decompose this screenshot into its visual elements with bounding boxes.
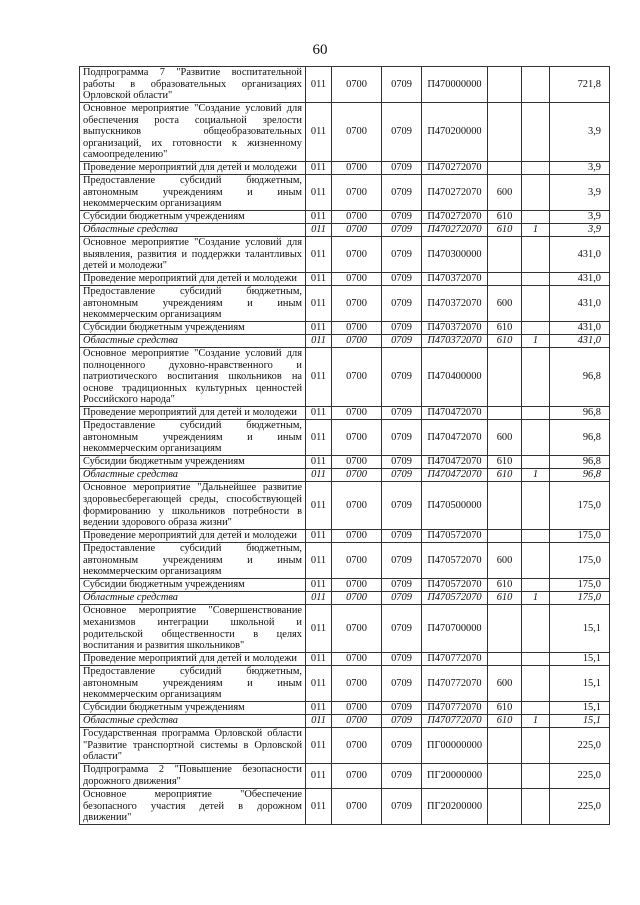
target-article-cell: П470372070 <box>422 335 488 348</box>
expense-type-cell: 600 <box>488 666 522 702</box>
subsection-code-cell: 0709 <box>382 237 422 273</box>
target-article-cell: П470472070 <box>422 407 488 420</box>
section-code-cell: 0700 <box>332 322 382 335</box>
amount-cell: 15,1 <box>550 715 610 728</box>
ministry-code-cell: 011 <box>306 175 332 211</box>
amount-cell: 96,8 <box>550 420 610 456</box>
target-article-cell: П470772070 <box>422 653 488 666</box>
target-article-cell: П470472070 <box>422 420 488 456</box>
target-article-cell: П470400000 <box>422 348 488 407</box>
section-code-cell: 0700 <box>332 482 382 530</box>
table-row <box>80 666 610 702</box>
ministry-code-cell: 011 <box>306 789 332 825</box>
ministry-code-cell: 011 <box>306 286 332 322</box>
ministry-code-cell: 011 <box>306 456 332 469</box>
funding-flag-cell <box>522 322 550 335</box>
ministry-code-cell: 011 <box>306 469 332 482</box>
funding-flag-cell <box>522 348 550 407</box>
target-article-cell: П470772070 <box>422 715 488 728</box>
row-name-cell: Предоставление субсидий бюджетным, автономным учреждениям и иным некоммерческим организациям <box>80 175 306 211</box>
ministry-code-cell: 011 <box>306 666 332 702</box>
target-article-cell: П470272070 <box>422 162 488 175</box>
amount-cell: 431,0 <box>550 273 610 286</box>
expense-type-cell <box>488 482 522 530</box>
ministry-code-cell: 011 <box>306 543 332 579</box>
subsection-code-cell: 0709 <box>382 605 422 653</box>
ministry-code-cell: 011 <box>306 728 332 764</box>
table-row <box>80 348 610 407</box>
subsection-code-cell: 0709 <box>382 592 422 605</box>
subsection-code-cell: 0709 <box>382 286 422 322</box>
amount-cell: 3,9 <box>550 162 610 175</box>
amount-cell: 225,0 <box>550 764 610 789</box>
expense-type-cell: 610 <box>488 456 522 469</box>
subsection-code-cell: 0709 <box>382 420 422 456</box>
target-article-cell: П470472070 <box>422 469 488 482</box>
amount-cell: 15,1 <box>550 653 610 666</box>
row-name-cell: Основное мероприятие "Создание условий для полноценного духовно-нравственного и патриотического воспитания школьников на основе традиционных культурных ценностей Российского народа" <box>80 348 306 407</box>
section-code-cell: 0700 <box>332 666 382 702</box>
ministry-code-cell: 011 <box>306 407 332 420</box>
table-row <box>80 237 610 273</box>
ministry-code-cell: 011 <box>306 273 332 286</box>
row-name-cell: Субсидии бюджетным учреждениям <box>80 456 306 469</box>
row-name-cell: Предоставление субсидий бюджетным, автономным учреждениям и иным некоммерческим организациям <box>80 286 306 322</box>
expense-type-cell <box>488 530 522 543</box>
amount-cell: 175,0 <box>550 530 610 543</box>
funding-flag-cell <box>522 543 550 579</box>
subsection-code-cell: 0709 <box>382 103 422 162</box>
section-code-cell: 0700 <box>332 789 382 825</box>
ministry-code-cell: 011 <box>306 224 332 237</box>
expense-type-cell: 610 <box>488 592 522 605</box>
subsection-code-cell: 0709 <box>382 456 422 469</box>
ministry-code-cell: 011 <box>306 579 332 592</box>
amount-cell: 3,9 <box>550 224 610 237</box>
row-name-cell: Проведение мероприятий для детей и молодежи <box>80 407 306 420</box>
target-article-cell: П470700000 <box>422 605 488 653</box>
section-code-cell: 0700 <box>332 237 382 273</box>
ministry-code-cell: 011 <box>306 348 332 407</box>
target-article-cell: П470472070 <box>422 456 488 469</box>
funding-flag-cell: 1 <box>522 224 550 237</box>
ministry-code-cell: 011 <box>306 653 332 666</box>
amount-cell: 175,0 <box>550 592 610 605</box>
row-name-cell: Проведение мероприятий для детей и молодежи <box>80 653 306 666</box>
table-row <box>80 162 610 175</box>
subsection-code-cell: 0709 <box>382 273 422 286</box>
expense-type-cell <box>488 605 522 653</box>
row-name-cell: Субсидии бюджетным учреждениям <box>80 211 306 224</box>
table-row <box>80 420 610 456</box>
subsection-code-cell: 0709 <box>382 579 422 592</box>
ministry-code-cell: 011 <box>306 322 332 335</box>
table-row <box>80 482 610 530</box>
funding-flag-cell <box>522 579 550 592</box>
funding-flag-cell <box>522 482 550 530</box>
table-row <box>80 67 610 103</box>
subsection-code-cell: 0709 <box>382 789 422 825</box>
section-code-cell: 0700 <box>332 335 382 348</box>
section-code-cell: 0700 <box>332 469 382 482</box>
section-code-cell: 0700 <box>332 702 382 715</box>
section-code-cell: 0700 <box>332 348 382 407</box>
row-name-cell: Областные средства <box>80 592 306 605</box>
row-name-cell: Субсидии бюджетным учреждениям <box>80 702 306 715</box>
amount-cell: 225,0 <box>550 728 610 764</box>
section-code-cell: 0700 <box>332 592 382 605</box>
ministry-code-cell: 011 <box>306 420 332 456</box>
target-article-cell: П470200000 <box>422 103 488 162</box>
table-row <box>80 322 610 335</box>
expense-type-cell: 600 <box>488 175 522 211</box>
row-name-cell: Основное мероприятие "Совершенствование механизмов интеграции школьной и родительской общественности в целях воспитания и развития школьников" <box>80 605 306 653</box>
section-code-cell: 0700 <box>332 605 382 653</box>
subsection-code-cell: 0709 <box>382 322 422 335</box>
subsection-code-cell: 0709 <box>382 653 422 666</box>
section-code-cell: 0700 <box>332 420 382 456</box>
funding-flag-cell <box>522 764 550 789</box>
subsection-code-cell: 0709 <box>382 702 422 715</box>
ministry-code-cell: 011 <box>306 67 332 103</box>
amount-cell: 721,8 <box>550 67 610 103</box>
target-article-cell: П470572070 <box>422 530 488 543</box>
table-row <box>80 273 610 286</box>
row-name-cell: Подпрограмма 2 "Повышение безопасности дорожного движения" <box>80 764 306 789</box>
ministry-code-cell: 011 <box>306 103 332 162</box>
funding-flag-cell <box>522 407 550 420</box>
table-body <box>80 67 610 825</box>
section-code-cell: 0700 <box>332 286 382 322</box>
target-article-cell: П470000000 <box>422 67 488 103</box>
amount-cell: 175,0 <box>550 482 610 530</box>
subsection-code-cell: 0709 <box>382 764 422 789</box>
funding-flag-cell <box>522 789 550 825</box>
row-name-cell: Областные средства <box>80 224 306 237</box>
row-name-cell: Предоставление субсидий бюджетным, автономным учреждениям и иным некоммерческим организациям <box>80 666 306 702</box>
row-name-cell: Подпрограмма 7 "Развитие воспитательной работы в образовательных организациях Орловской области" <box>80 67 306 103</box>
funding-flag-cell <box>522 162 550 175</box>
funding-flag-cell: 1 <box>522 592 550 605</box>
funding-flag-cell <box>522 666 550 702</box>
expense-type-cell: 610 <box>488 579 522 592</box>
amount-cell: 96,8 <box>550 469 610 482</box>
expense-type-cell: 600 <box>488 420 522 456</box>
expense-type-cell: 610 <box>488 224 522 237</box>
table-row <box>80 175 610 211</box>
table-row <box>80 715 610 728</box>
expense-type-cell <box>488 728 522 764</box>
row-name-cell: Проведение мероприятий для детей и молодежи <box>80 162 306 175</box>
row-name-cell: Субсидии бюджетным учреждениям <box>80 322 306 335</box>
funding-flag-cell <box>522 67 550 103</box>
section-code-cell: 0700 <box>332 764 382 789</box>
table-row <box>80 224 610 237</box>
row-name-cell: Проведение мероприятий для детей и молодежи <box>80 273 306 286</box>
amount-cell: 96,8 <box>550 407 610 420</box>
funding-flag-cell <box>522 273 550 286</box>
target-article-cell: П470772070 <box>422 666 488 702</box>
amount-cell: 175,0 <box>550 543 610 579</box>
target-article-cell: П470300000 <box>422 237 488 273</box>
target-article-cell: ПГ20200000 <box>422 789 488 825</box>
ministry-code-cell: 011 <box>306 702 332 715</box>
table-row <box>80 702 610 715</box>
ministry-code-cell: 011 <box>306 715 332 728</box>
funding-flag-cell <box>522 653 550 666</box>
section-code-cell: 0700 <box>332 715 382 728</box>
table-row <box>80 728 610 764</box>
ministry-code-cell: 011 <box>306 211 332 224</box>
funding-flag-cell <box>522 103 550 162</box>
amount-cell: 431,0 <box>550 237 610 273</box>
section-code-cell: 0700 <box>332 579 382 592</box>
expense-type-cell: 610 <box>488 211 522 224</box>
amount-cell: 3,9 <box>550 175 610 211</box>
subsection-code-cell: 0709 <box>382 175 422 211</box>
table-row <box>80 530 610 543</box>
funding-flag-cell <box>522 286 550 322</box>
page-number: 60 <box>312 42 328 58</box>
amount-cell: 15,1 <box>550 605 610 653</box>
section-code-cell: 0700 <box>332 456 382 469</box>
subsection-code-cell: 0709 <box>382 67 422 103</box>
section-code-cell: 0700 <box>332 530 382 543</box>
target-article-cell: П470772070 <box>422 702 488 715</box>
target-article-cell: П470500000 <box>422 482 488 530</box>
target-article-cell: П470272070 <box>422 175 488 211</box>
row-name-cell: Основное мероприятие "Обеспечение безопасного участия детей в дорожном движении" <box>80 789 306 825</box>
target-article-cell: П470572070 <box>422 543 488 579</box>
budget-table <box>79 66 610 825</box>
subsection-code-cell: 0709 <box>382 543 422 579</box>
subsection-code-cell: 0709 <box>382 482 422 530</box>
ministry-code-cell: 011 <box>306 162 332 175</box>
expense-type-cell <box>488 348 522 407</box>
funding-flag-cell <box>522 237 550 273</box>
section-code-cell: 0700 <box>332 162 382 175</box>
subsection-code-cell: 0709 <box>382 348 422 407</box>
row-name-cell: Основное мероприятие "Дальнейшее развитие здоровьесберегающей среды, способствующей формированию у школьников потребности в ведении здорового образа жизни" <box>80 482 306 530</box>
section-code-cell: 0700 <box>332 728 382 764</box>
table-row <box>80 543 610 579</box>
table-row <box>80 407 610 420</box>
table-row <box>80 103 610 162</box>
expense-type-cell: 610 <box>488 715 522 728</box>
row-name-cell: Проведение мероприятий для детей и молодежи <box>80 530 306 543</box>
expense-type-cell: 600 <box>488 286 522 322</box>
subsection-code-cell: 0709 <box>382 728 422 764</box>
amount-cell: 15,1 <box>550 702 610 715</box>
expense-type-cell <box>488 273 522 286</box>
ministry-code-cell: 011 <box>306 764 332 789</box>
row-name-cell: Областные средства <box>80 715 306 728</box>
table-row <box>80 211 610 224</box>
funding-flag-cell <box>522 605 550 653</box>
target-article-cell: П470372070 <box>422 273 488 286</box>
row-name-cell: Основное мероприятие "Создание условий для выявления, развития и поддержки талантливых детей и молодежи" <box>80 237 306 273</box>
expense-type-cell <box>488 67 522 103</box>
ministry-code-cell: 011 <box>306 335 332 348</box>
amount-cell: 175,0 <box>550 579 610 592</box>
section-code-cell: 0700 <box>332 273 382 286</box>
section-code-cell: 0700 <box>332 407 382 420</box>
amount-cell: 3,9 <box>550 103 610 162</box>
table-row <box>80 286 610 322</box>
section-code-cell: 0700 <box>332 175 382 211</box>
row-name-cell: Областные средства <box>80 335 306 348</box>
subsection-code-cell: 0709 <box>382 224 422 237</box>
amount-cell: 15,1 <box>550 666 610 702</box>
target-article-cell: П470372070 <box>422 286 488 322</box>
expense-type-cell <box>488 407 522 420</box>
amount-cell: 225,0 <box>550 789 610 825</box>
target-article-cell: ПГ00000000 <box>422 728 488 764</box>
section-code-cell: 0700 <box>332 653 382 666</box>
subsection-code-cell: 0709 <box>382 407 422 420</box>
target-article-cell: ПГ20000000 <box>422 764 488 789</box>
target-article-cell: П470572070 <box>422 579 488 592</box>
subsection-code-cell: 0709 <box>382 469 422 482</box>
funding-flag-cell <box>522 728 550 764</box>
table-row <box>80 469 610 482</box>
expense-type-cell: 600 <box>488 543 522 579</box>
section-code-cell: 0700 <box>332 224 382 237</box>
subsection-code-cell: 0709 <box>382 335 422 348</box>
funding-flag-cell: 1 <box>522 469 550 482</box>
expense-type-cell <box>488 162 522 175</box>
expense-type-cell <box>488 653 522 666</box>
table-row <box>80 653 610 666</box>
section-code-cell: 0700 <box>332 543 382 579</box>
expense-type-cell <box>488 103 522 162</box>
subsection-code-cell: 0709 <box>382 666 422 702</box>
table-row <box>80 579 610 592</box>
table-row <box>80 592 610 605</box>
funding-flag-cell <box>522 420 550 456</box>
target-article-cell: П470572070 <box>422 592 488 605</box>
amount-cell: 96,8 <box>550 456 610 469</box>
expense-type-cell: 610 <box>488 322 522 335</box>
funding-flag-cell <box>522 211 550 224</box>
table-row <box>80 456 610 469</box>
row-name-cell: Субсидии бюджетным учреждениям <box>80 579 306 592</box>
row-name-cell: Предоставление субсидий бюджетным, автономным учреждениям и иным некоммерческим организациям <box>80 543 306 579</box>
table-row <box>80 764 610 789</box>
expense-type-cell <box>488 789 522 825</box>
subsection-code-cell: 0709 <box>382 162 422 175</box>
row-name-cell: Областные средства <box>80 469 306 482</box>
subsection-code-cell: 0709 <box>382 211 422 224</box>
section-code-cell: 0700 <box>332 211 382 224</box>
amount-cell: 3,9 <box>550 211 610 224</box>
target-article-cell: П470272070 <box>422 211 488 224</box>
amount-cell: 431,0 <box>550 286 610 322</box>
ministry-code-cell: 011 <box>306 530 332 543</box>
target-article-cell: П470372070 <box>422 322 488 335</box>
ministry-code-cell: 011 <box>306 237 332 273</box>
section-code-cell: 0700 <box>332 67 382 103</box>
amount-cell: 431,0 <box>550 335 610 348</box>
amount-cell: 96,8 <box>550 348 610 407</box>
funding-flag-cell <box>522 702 550 715</box>
expense-type-cell: 610 <box>488 469 522 482</box>
ministry-code-cell: 011 <box>306 482 332 530</box>
row-name-cell: Основное мероприятие "Создание условий для обеспечения роста социальной зрелости выпускников общеобразовательных организаций, их готовности к жизненному самоопределению" <box>80 103 306 162</box>
expense-type-cell: 610 <box>488 335 522 348</box>
section-code-cell: 0700 <box>332 103 382 162</box>
expense-type-cell <box>488 764 522 789</box>
funding-flag-cell: 1 <box>522 715 550 728</box>
ministry-code-cell: 011 <box>306 592 332 605</box>
expense-type-cell <box>488 237 522 273</box>
funding-flag-cell: 1 <box>522 335 550 348</box>
funding-flag-cell <box>522 530 550 543</box>
table-row <box>80 605 610 653</box>
ministry-code-cell: 011 <box>306 605 332 653</box>
table-row <box>80 789 610 825</box>
subsection-code-cell: 0709 <box>382 715 422 728</box>
subsection-code-cell: 0709 <box>382 530 422 543</box>
expense-type-cell: 610 <box>488 702 522 715</box>
funding-flag-cell <box>522 175 550 211</box>
funding-flag-cell <box>522 456 550 469</box>
table-row <box>80 335 610 348</box>
row-name-cell: Предоставление субсидий бюджетным, автономным учреждениям и иным некоммерческим организациям <box>80 420 306 456</box>
target-article-cell: П470272070 <box>422 224 488 237</box>
row-name-cell: Государственная программа Орловской области "Развитие транспортной системы в Орловской области" <box>80 728 306 764</box>
amount-cell: 431,0 <box>550 322 610 335</box>
